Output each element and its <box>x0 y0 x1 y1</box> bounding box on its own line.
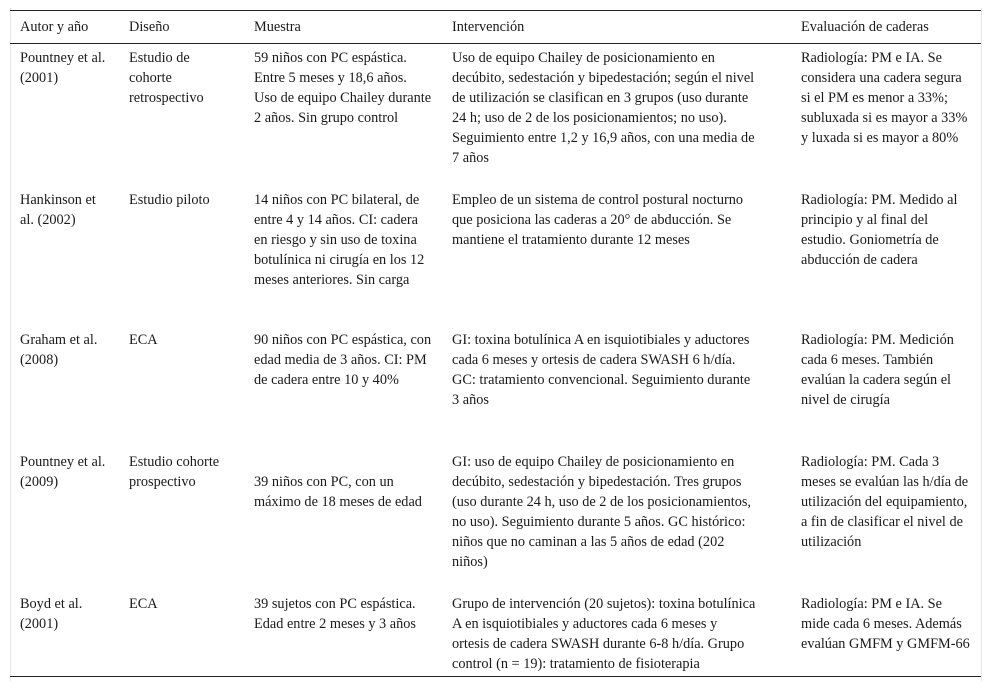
cell-evaluacion: Radiología: PM. Medido al principio y al final del estudio. Goniometría de abducción de cadera <box>801 192 958 268</box>
header-muestra: Muestra <box>244 11 442 44</box>
header-intervencion: Intervención <box>442 11 791 44</box>
cell-autor: Pountney et al. (2009) <box>20 454 106 490</box>
cell-autor: Hankinson et al. (2002) <box>20 192 96 228</box>
table-row <box>10 326 981 448</box>
cell-intervencion: Empleo de un sistema de control postural nocturno que posiciona las caderas a 20° de abducción. Se mantiene el tratamiento durante 12 meses <box>452 192 744 248</box>
table-row <box>10 448 981 590</box>
cell-autor: Graham et al. (2008) <box>20 332 98 368</box>
header-autor: Autor y año <box>10 11 119 44</box>
cell-muestra: 39 niños con PC, con un máximo de 18 meses de edad <box>254 474 422 510</box>
cell-diseno: ECA <box>119 590 244 677</box>
cell-intervencion: Uso de equipo Chailey de posicionamiento en decúbito, sedestación y bipedestación; según el nivel de utilización se clasifican en 3 grupos (uso durante 24 h; uso de 2 de los posicionamientos; no uso). Seguimiento entre 1,2 y 16,9 años, con una media de 7 años <box>452 50 755 166</box>
cell-intervencion: GI: toxina botulínica A en isquiotibiales y aductores cada 6 meses y ortesis de cadera SWASH 6 h/día. GC: tratamiento convencional. Seguimiento durante 3 años <box>452 332 751 408</box>
cell-diseno: Estudio piloto <box>129 192 210 208</box>
table-body <box>10 44 981 677</box>
table-row <box>10 44 981 187</box>
studies-table <box>10 10 981 677</box>
cell-evaluacion: Radiología: PM e IA. Se considera una cadera segura si el PM es menor a 33%; subluxada si es mayor a 33% y luxada si es mayor a 80% <box>801 50 968 146</box>
cell-muestra: 90 niños con PC espástica, con edad media de 3 años. CI: PM de cadera entre 10 y 40% <box>254 332 432 388</box>
cell-muestra: 39 sujetos con PC espástica. Edad entre 2 meses y 3 años <box>244 590 442 677</box>
table-row <box>10 590 981 677</box>
cell-diseno: Estudio cohorte prospectivo <box>129 454 220 490</box>
cell-muestra: 14 niños con PC bilateral, de entre 4 y 14 años. CI: cadera en riesgo y sin uso de toxina botulínica ni cirugía en los 12 meses anteriores. Sin carga <box>254 192 425 288</box>
cell-intervencion: GI: uso de equipo Chailey de posicionamiento en decúbito, sedestación y bipedestación. Tres grupos (uso durante 24 h, uso de 2 de los posicionamientos, no uso). Seguimiento durante 5 años. GC histórico: niños que no caminan a las 5 años de edad (202 niños) <box>452 454 751 570</box>
cell-autor: Pountney et al. (2001) <box>20 50 106 86</box>
header-row <box>10 11 981 44</box>
table-row <box>10 186 981 326</box>
cell-autor: Boyd et al. (2001) <box>10 590 119 677</box>
cell-muestra: 59 niños con PC espástica. Entre 5 meses y 18,6 años. Uso de equipo Chailey durante 2 años. Sin grupo control <box>254 50 432 126</box>
cell-diseno: ECA <box>129 332 158 348</box>
cell-evaluacion: Radiología: PM. Cada 3 meses se evalúan las h/día de utilización del equipamiento, a fin de clasificar el nivel de utilización <box>801 454 969 550</box>
table-header <box>10 11 981 44</box>
header-diseno: Diseño <box>119 11 244 44</box>
cell-evaluacion: Radiología: PM e IA. Se mide cada 6 meses. Además evalúan GMFM y GMFM-66 <box>791 590 981 677</box>
cell-evaluacion: Radiología: PM. Medición cada 6 meses. También evalúan la cadera según el nivel de cirugía <box>801 332 954 408</box>
header-evaluacion: Evaluación de caderas <box>791 11 981 44</box>
cell-intervencion: Grupo de intervención (20 sujetos): toxina botulínica A en isquiotibiales y aductores cada 6 meses y ortesis de cadera SWASH durante 6-8 h/día. Grupo control (n = 19): tratamiento de fisioterapia <box>442 590 791 677</box>
cell-diseno: Estudio de cohorte retrospectivo <box>129 50 204 106</box>
